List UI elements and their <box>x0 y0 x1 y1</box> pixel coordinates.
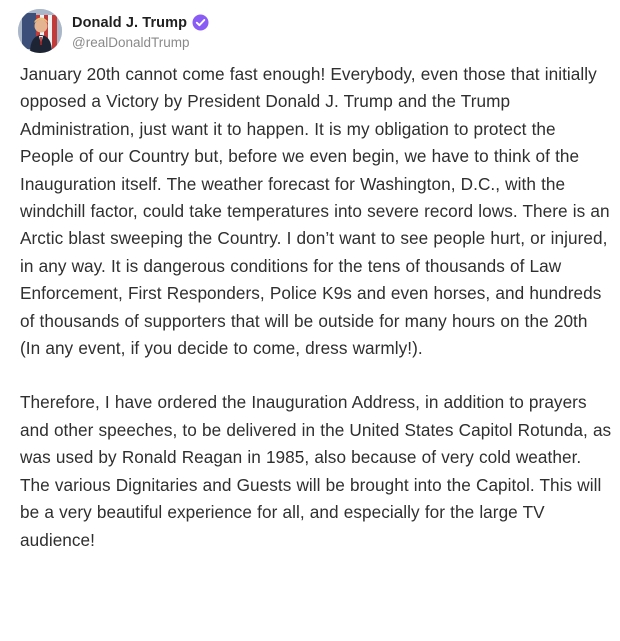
author-info <box>72 13 209 50</box>
post-body <box>20 61 612 554</box>
avatar[interactable] <box>18 9 62 53</box>
author-display-name[interactable]: Donald J. Trump <box>72 14 188 31</box>
author-handle[interactable]: @realDonaldTrump <box>72 34 190 50</box>
post-paragraph-1: January 20th cannot come fast enough! Everybody, even those that initially opposed a Victory by President Donald J. Trump and the Trump Administration, just want it to happen. It is my obligation to protect the People of our Country but, before we even begin, we have to think of the Inauguration itself. The weather forecast for Washington, D.C., with the windchill factor, could take temperatures into severe record lows. There is an Arctic blast sweeping the Country. I don’t want to see people hurt, or injured, in any way. It is dangerous conditions for the tens of thousands of Law Enforcement, First Responders, Police K9s and even horses, and hundreds of thousands of supporters that will be outside for many hours on the 20th (In any event, if you decide to come, dress warmly!). <box>20 64 610 359</box>
verified-badge-icon <box>192 14 209 31</box>
avatar-image <box>18 9 62 53</box>
post-header <box>18 8 209 54</box>
author-name-row <box>72 13 209 33</box>
post-paragraph-2: Therefore, I have ordered the Inauguration Address, in addition to prayers and other speeches, to be delivered in the United States Capitol Rotunda, as was used by Ronald Reagan in 1985, also because of very cold weather. The various Dignitaries and Guests will be brought into the Capitol. This will be a very beautiful experience for all, and especially for the large TV audience! <box>20 392 612 550</box>
